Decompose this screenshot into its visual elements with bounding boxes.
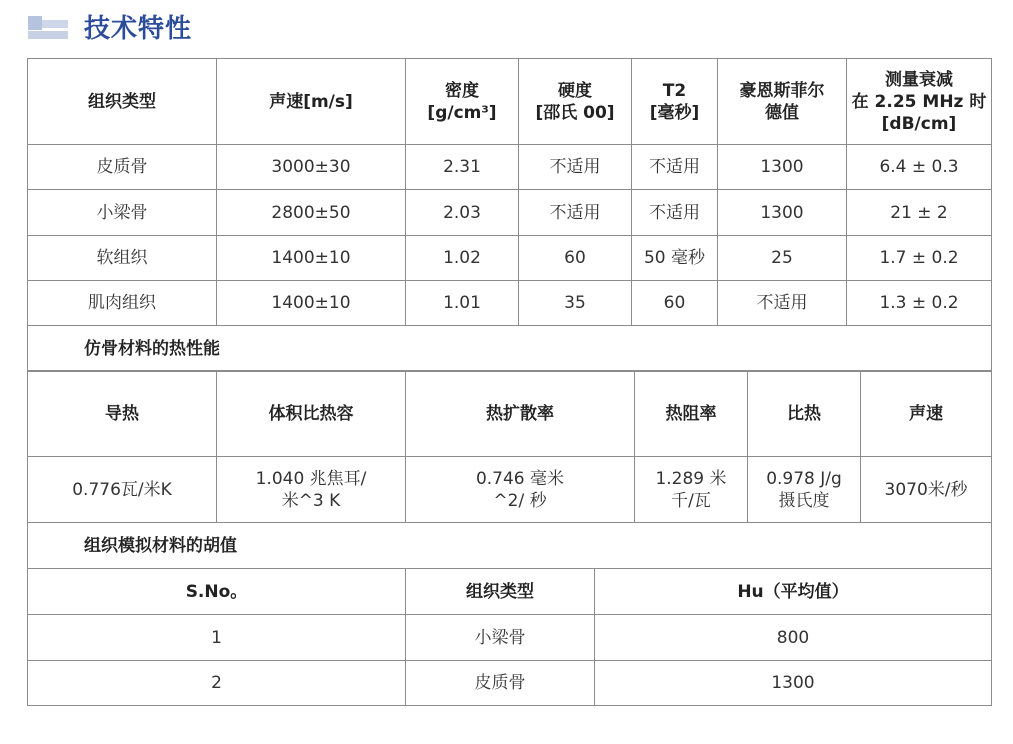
header-hounsfield: 豪恩斯菲尔 德值 (718, 59, 847, 145)
table-cell: 60 (519, 236, 632, 281)
table-cell: 2.31 (406, 145, 519, 190)
table-cell: 1400±10 (217, 281, 406, 326)
table-cell: 不适用 (519, 190, 632, 236)
table-cell: 1400±10 (217, 236, 406, 281)
table-cell: 0.776瓦/米K (28, 457, 217, 523)
table-header-row (28, 59, 992, 145)
table-cell: 皮质骨 (406, 661, 595, 706)
page-header (28, 6, 192, 46)
table-cell: 1.02 (406, 236, 519, 281)
header-t2: T2 [毫秒] (632, 59, 718, 145)
section-row (28, 523, 992, 569)
hu-values-table (27, 568, 992, 706)
section-heading-hu: 组织模拟材料的胡值 (28, 523, 992, 569)
header-serial-no: S.No。 (28, 569, 406, 615)
table-cell: 1.040 兆焦耳/ 米^3 K (217, 457, 406, 523)
table-cell: 不适用 (632, 145, 718, 190)
table-row (28, 615, 992, 661)
header-volumetric-heat: 体积比热容 (217, 371, 406, 457)
table-cell: 不适用 (718, 281, 847, 326)
header-resistivity: 热阻率 (635, 371, 748, 457)
section-row (28, 326, 992, 372)
table-cell: 0.746 毫米 ^2/ 秒 (406, 457, 635, 523)
header-density: 密度 [g/cm³] (406, 59, 519, 145)
table-cell: 1300 (718, 190, 847, 236)
page-title: 技术特性 (84, 13, 193, 44)
table-cell: 不适用 (519, 145, 632, 190)
table-cell: 小梁骨 (406, 615, 595, 661)
table-row (28, 190, 992, 236)
tissue-properties-table (27, 58, 992, 372)
table-cell: 25 (718, 236, 847, 281)
table-cell: 1 (28, 615, 406, 661)
table-cell: 1.01 (406, 281, 519, 326)
header-attenuation: 测量衰减 在 2.25 MHz 时 [dB/cm] (847, 59, 992, 145)
header-hu-mean: Hu（平均值） (595, 569, 992, 615)
table-cell: 50 毫秒 (632, 236, 718, 281)
table-row (28, 281, 992, 326)
table-cell: 800 (595, 615, 992, 661)
table-cell: 1.289 米 千/瓦 (635, 457, 748, 523)
table-cell: 2 (28, 661, 406, 706)
table-cell: 2.03 (406, 190, 519, 236)
table-header-row (28, 569, 992, 615)
table-cell: 小梁骨 (28, 190, 217, 236)
table-row (28, 457, 992, 523)
table-cell: 不适用 (632, 190, 718, 236)
table-cell: 1.7 ± 0.2 (847, 236, 992, 281)
header-diffusivity: 热扩散率 (406, 371, 635, 457)
table-cell: 21 ± 2 (847, 190, 992, 236)
header-hardness: 硬度 [邵氏 00] (519, 59, 632, 145)
table-cell: 肌肉组织 (28, 281, 217, 326)
table-row (28, 661, 992, 706)
table-cell: 60 (632, 281, 718, 326)
header-conductivity: 导热 (28, 371, 217, 457)
table-cell: 1300 (718, 145, 847, 190)
table-row (28, 145, 992, 190)
blurred-logo-icon (28, 11, 70, 41)
table-row (28, 236, 992, 281)
header-sound-speed: 声速 (861, 371, 992, 457)
table-cell: 6.4 ± 0.3 (847, 145, 992, 190)
table-cell: 35 (519, 281, 632, 326)
table-cell: 1.3 ± 0.2 (847, 281, 992, 326)
header-tissue-type: 组织类型 (406, 569, 595, 615)
table-header-row (28, 371, 992, 457)
section-heading-thermal: 仿骨材料的热性能 (28, 326, 992, 372)
table-cell: 0.978 J/g 摄氏度 (748, 457, 861, 523)
thermal-properties-table (27, 370, 992, 569)
table-cell: 3070米/秒 (861, 457, 992, 523)
header-sound-speed: 声速[m/s] (217, 59, 406, 145)
table-cell: 皮质骨 (28, 145, 217, 190)
table-cell: 软组织 (28, 236, 217, 281)
table-cell: 2800±50 (217, 190, 406, 236)
header-tissue-type: 组织类型 (28, 59, 217, 145)
header-specific-heat: 比热 (748, 371, 861, 457)
table-cell: 3000±30 (217, 145, 406, 190)
table-cell: 1300 (595, 661, 992, 706)
